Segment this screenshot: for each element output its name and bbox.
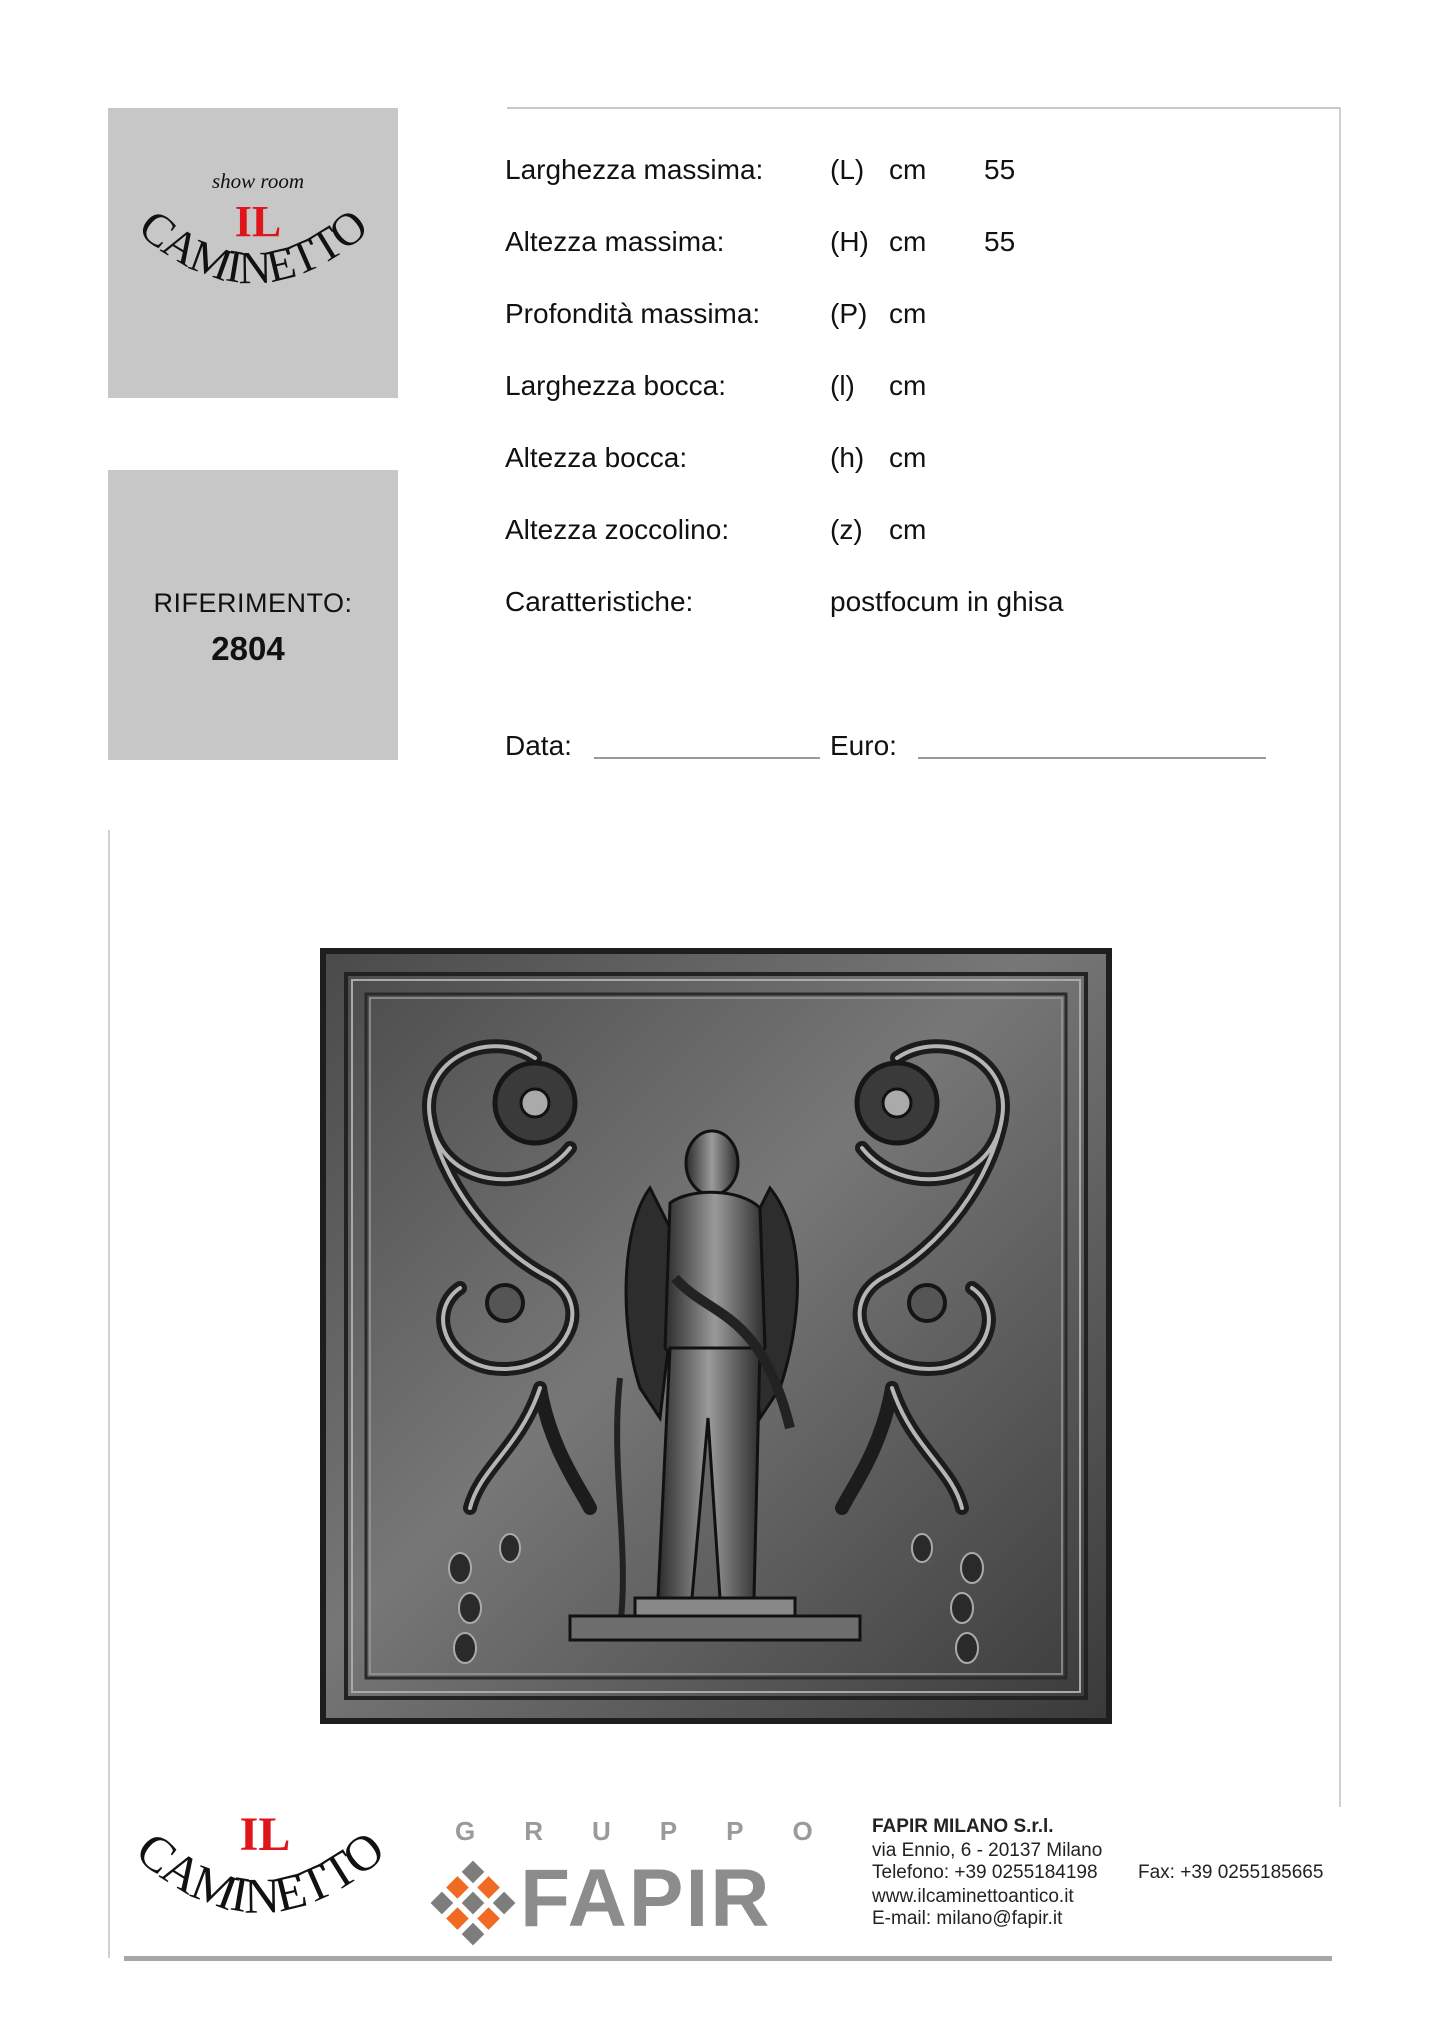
spec-code: (L) [830,154,865,185]
fapir-diamond-icon [428,1858,518,1948]
company-name: FAPIR MILANO S.r.l. [872,1816,1054,1837]
company-address: via Ennio, 6 - 20137 Milano [872,1840,1103,1861]
spec-code: (h) [830,442,865,473]
spec-label: Altezza massima: [505,226,725,257]
spec-code: (H) [830,226,869,257]
spec-code: (z) [830,514,863,545]
fireback-photo [320,948,1112,1724]
spec-unit: cm [889,298,927,329]
spec-label: Altezza zoccolino: [505,514,730,545]
spec-label: Profondità massima: [505,298,761,329]
logo-tagline: show room [212,169,304,193]
fapir-brand: FAPIR [520,1853,772,1944]
logo-il: IL [234,197,282,246]
footer-logo-il: IL [239,1808,291,1861]
showroom-logo-box [108,108,398,398]
company-email[interactable]: E-mail: milano@fapir.it [872,1908,1063,1929]
date-field[interactable] [594,757,820,759]
spec-unit: cm [889,226,927,257]
spec-code: (l) [830,370,855,401]
spec-unit: cm [889,370,927,401]
frame-top-line [507,107,1341,109]
footer-logo [120,1800,410,1950]
gruppo-label: GRUPPO [455,1816,862,1846]
il-caminetto-logo [108,108,398,398]
fireback-image [320,948,1112,1724]
logo-caminetto: CAMINETTO [129,199,377,294]
date-label: Data: [505,730,572,761]
spec-label: Altezza bocca: [505,442,688,473]
frame-bottom-line [124,1956,1332,1961]
reference-box [108,470,398,760]
euro-field[interactable] [918,757,1266,759]
company-fax: Fax: +39 0255185665 [1138,1862,1324,1883]
features-value: postfocum in ghisa [830,586,1064,617]
frame-right-line [1339,107,1341,1807]
spec-code: (P) [830,298,868,329]
spec-value: 55 [984,154,1016,185]
spec-value: 55 [984,226,1016,257]
frame-left-line [108,830,110,1958]
features-label: Caratteristiche: [505,586,694,617]
spec-unit: cm [889,442,927,473]
company-phone: Telefono: +39 0255184198 [872,1862,1098,1883]
reference-value: 2804 [211,630,285,667]
spec-unit: cm [889,514,927,545]
company-website[interactable]: www.ilcaminettoantico.it [872,1886,1074,1907]
footer-logo-caminetto: CAMINETTO [126,1820,394,1924]
euro-label: Euro: [830,730,897,761]
reference-label: RIFERIMENTO: [153,588,353,618]
spec-label: Larghezza massima: [505,154,764,185]
spec-unit: cm [889,154,927,185]
spec-label: Larghezza bocca: [505,370,727,401]
